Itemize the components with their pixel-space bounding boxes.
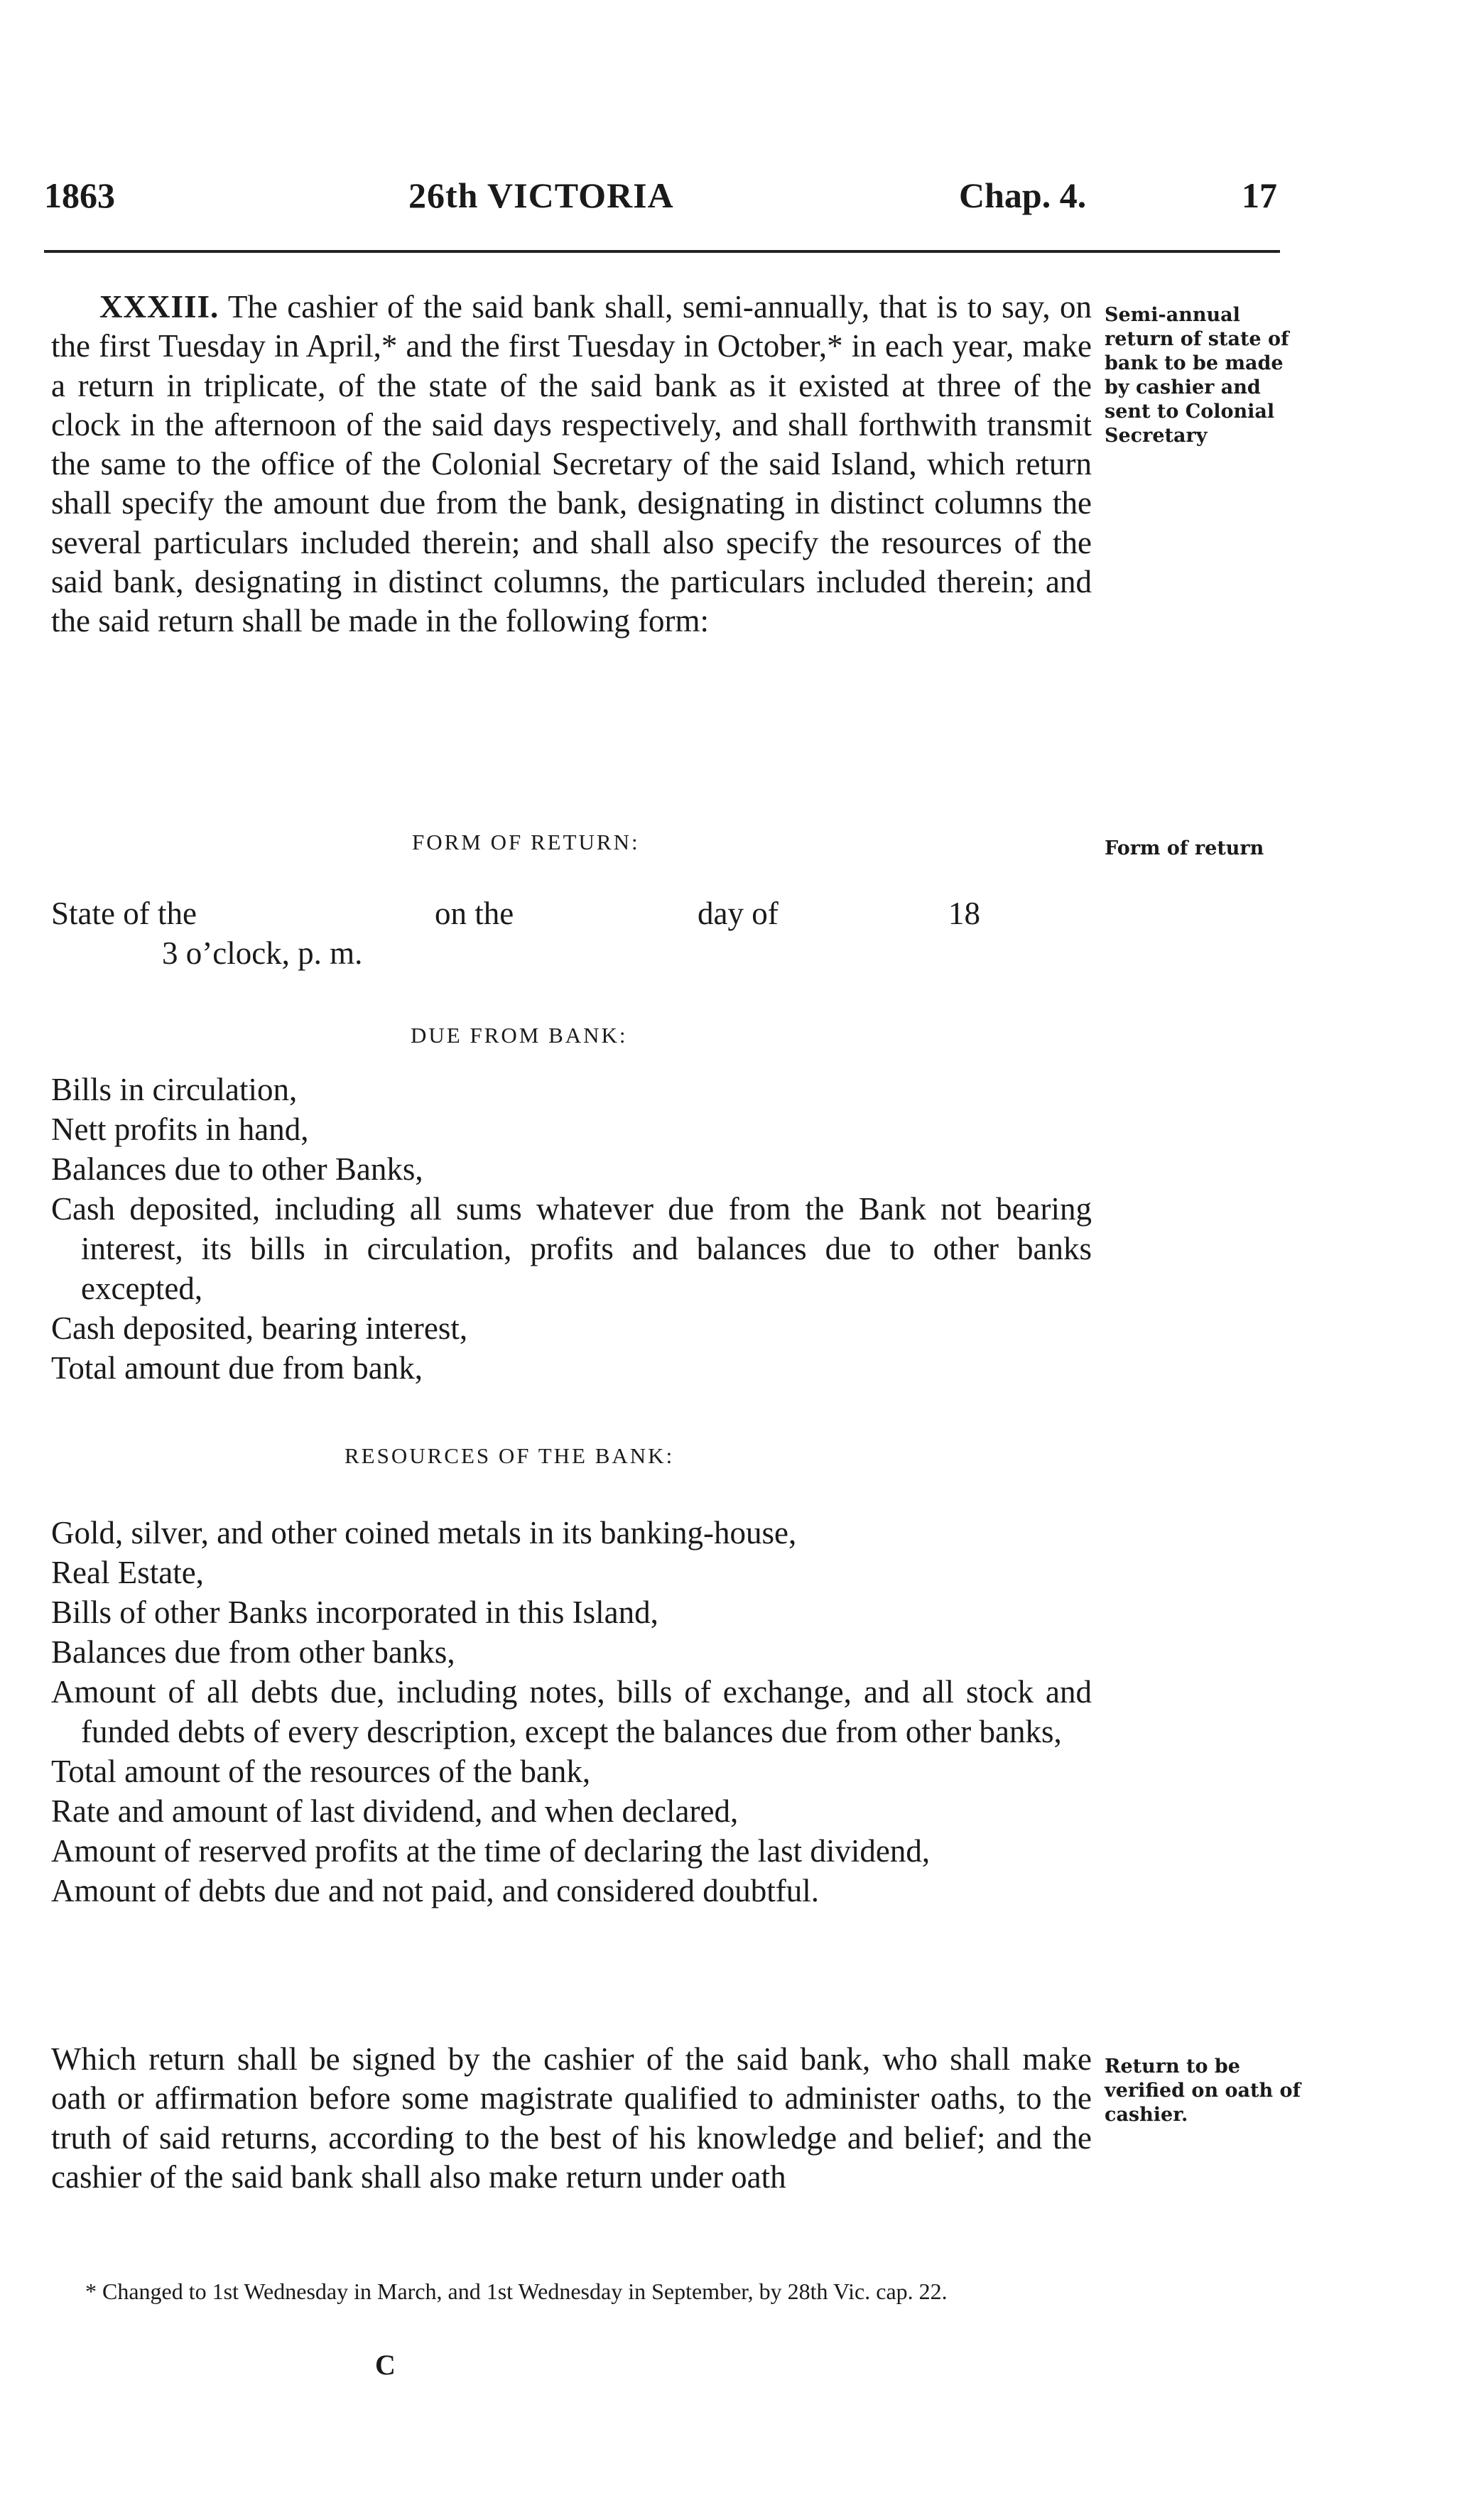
- header-rule: [44, 250, 1280, 253]
- side-note-semi-annual: Semi-annual return of state of bank to be made by cashier and sent to Colonial Secretary: [1105, 304, 1289, 447]
- list-item: Bills in circulation,: [51, 1072, 298, 1107]
- signature-mark: C: [375, 2349, 396, 2381]
- list-item: Total amount due from bank,: [51, 1350, 423, 1386]
- list-item: Amount of all debts due, including notes, bills of exchange, and all stock and funded debts of every description, except the balances due from other banks,: [51, 1674, 1092, 1749]
- section-number: XXXIII.: [99, 289, 219, 325]
- list-item: Balances due from other banks,: [51, 1634, 455, 1670]
- list-item: Bills of other Banks incorporated in this Island,: [51, 1595, 658, 1630]
- due-from-bank-list: [51, 1070, 1092, 1388]
- list-item: Total amount of the resources of the bank,: [51, 1754, 591, 1789]
- list-item: Gold, silver, and other coined metals in its banking-house,: [51, 1515, 797, 1550]
- list-item: Rate and amount of last dividend, and when declared,: [51, 1793, 739, 1829]
- list-item: Cash deposited, bearing interest,: [51, 1310, 468, 1346]
- form-state-of: State of the: [51, 896, 197, 931]
- closing-paragraph: Which return shall be signed by the cashier of the said bank, who shall make oath or affirmation before some magistrate qualified to administer oaths, to the truth of said returns, according to the best of his knowledge and belief; and the cashier of the said bank shall also make return under oath: [51, 2041, 1092, 2195]
- section-paragraph: [51, 288, 1092, 641]
- resources-heading: RESOURCES OF THE BANK:: [345, 1443, 675, 1468]
- resources-list: [51, 1513, 1092, 1911]
- list-item: Real Estate,: [51, 1555, 204, 1590]
- list-item: Nett profits in hand,: [51, 1112, 309, 1147]
- form-day-of: day of: [698, 896, 779, 931]
- header-page-number: 17: [1242, 175, 1277, 215]
- form-time: 3 o’clock, p. m.: [162, 935, 363, 971]
- header-chapter: Chap. 4.: [959, 175, 1087, 215]
- list-item: Amount of debts due and not paid, and considered doubtful.: [51, 1873, 820, 1908]
- form-heading: FORM OF RETURN:: [412, 830, 640, 854]
- side-note-verified: Return to be verified on oath of cashier.: [1105, 2055, 1301, 2126]
- due-from-bank-heading: DUE FROM BANK:: [411, 1023, 628, 1048]
- closing-section: [51, 2040, 1092, 2197]
- list-item: Balances due to other Banks,: [51, 1151, 423, 1187]
- form-year-prefix: 18: [948, 896, 980, 931]
- header-year: 1863: [44, 175, 115, 215]
- side-note-form-of-return: Form of return: [1105, 837, 1264, 859]
- list-item: Amount of reserved profits at the time of declaring the last dividend,: [51, 1833, 931, 1869]
- form-on-the: on the: [435, 896, 514, 931]
- footnote: [57, 2276, 1101, 2307]
- section-xxxiii: [51, 288, 1092, 641]
- section-text: The cashier of the said bank shall, semi-annually, that is to say, on the first Tuesday in April,* and the first Tuesday in October,* in each year, make a return in triplicate, of the state of the said bank as it existed at three of the clock in the afternoon of the said days respectively, and shall forthwith transmit the same to the office of the Colonial Secretary of the said Island, which return shall specify the amount due from the bank, designating in distinct columns the several particulars included therein; and shall also specify the resources of the said bank, designating in distinct columns, the particulars included therein; and the said return shall be made in the following form:: [51, 289, 1092, 639]
- footnote-text: * Changed to 1st Wednesday in March, and 1st Wednesday in September, by 28th Vic. cap. 22.: [85, 2279, 948, 2304]
- list-item: Cash deposited, including all sums whatever due from the Bank not bearing interest, its bills in circulation, profits and balances due to other banks excepted,: [51, 1191, 1092, 1306]
- header-reign: 26th VICTORIA: [408, 175, 674, 215]
